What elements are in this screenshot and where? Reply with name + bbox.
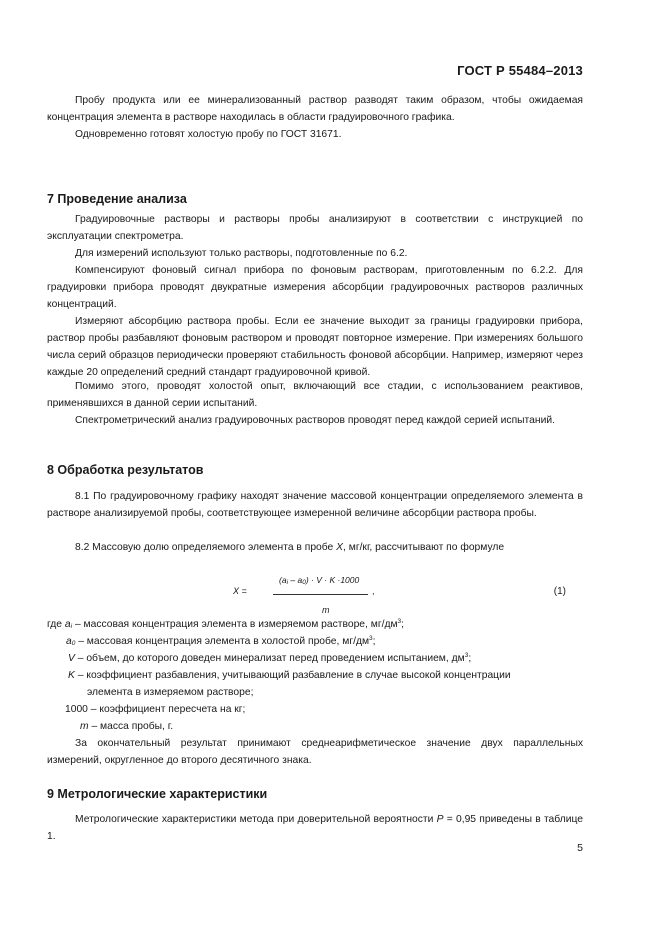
- section-7-paragraph-4: Измеряют абсорбцию раствора пробы. Если ее значение выходит за границы градуировки прибора, раствор пробы разбавляют фоновым раствором и проводят повторное измерение. При измерениях большого числа серий образцов периодически проверяют стабильность фоновой абсорбции. Например, измеряют через каждые 20 определений средний стандарт градуировочной кривой.: [47, 316, 583, 378]
- definition-m: m – масса пробы, г.: [80, 721, 174, 732]
- section-8-heading: 8 Обработка результатов: [47, 463, 204, 477]
- section-8-2-paragraph: 8.2 Массовую долю определяемого элемента в пробе X, мг/кг, рассчитывают по формуле: [75, 542, 505, 553]
- formula-denominator: m: [322, 605, 330, 615]
- section-7-paragraph-6: Спектрометрический анализ градуировочных растворов проводят перед каждой серией испытаний.: [75, 415, 555, 426]
- definition-v: V – объем, до которого доведен минерализат перед проведением испытанием, $дм^3$;: [68, 652, 472, 664]
- section-8-final-paragraph: За окончательный результат принимают среднеарифметическое значение двух параллельных измерений, округленное до второго десятичного знака.: [47, 738, 583, 766]
- page-number: 5: [577, 842, 583, 854]
- definition-1000: 1000 – коэффициент пересчета на кг;: [65, 704, 246, 715]
- intro-paragraph-1: Пробу продукта или ее минерализованный раствор разводят таким образом, чтобы ожидаемая концентрация элемента в растворе находилась в области градуировочного графика.: [47, 95, 583, 123]
- section-7-paragraph-5: Помимо этого, проводят холостой опыт, включающий все стадии, с использованием реактивов, применявшихся в данной серии испытаний.: [47, 381, 583, 409]
- section-7-paragraph-1: Градуировочные растворы и растворы пробы анализируют в соответствии с инструкцией по эксплуатации спектрометра.: [47, 214, 583, 242]
- section-7-paragraph-3: Компенсируют фоновый сигнал прибора по фоновым растворам, приготовленным по 6.2.2. Для градуировки прибора проводят двукратные измерения абсорбции градуировочных растворов различных концентраций.: [47, 265, 583, 310]
- intro-paragraph-2: Одновременно готовят холостую пробу по ГОСТ 31671.: [75, 129, 342, 140]
- definition-k: K – коэффициент разбавления, учитывающий разбавление в случае высокой концентрации: [68, 670, 511, 681]
- section-7-heading: 7 Проведение анализа: [47, 192, 187, 206]
- formula-number: (1): [553, 586, 566, 597]
- definition-k-continuation: элемента в измеряемом растворе;: [87, 687, 254, 698]
- formula-comma: ,: [372, 586, 375, 596]
- section-9-heading: 9 Метрологические характеристики: [47, 787, 268, 801]
- definition-ai: где $a_i$ – массовая концентрация элемента в измеряемом растворе, $мг/дм^3$;: [47, 618, 405, 630]
- definition-a0: $a_0$ – массовая концентрация элемента в холостой пробе, $мг/дм^3$;: [66, 635, 376, 647]
- section-9-paragraph-1: Метрологические характеристики метода при доверительной вероятности P = 0,95 приведены в таблице 1.: [47, 814, 583, 842]
- formula-lhs: X =: [233, 586, 247, 596]
- section-7-paragraph-2: Для измерений используют только растворы, подготовленные по 6.2.: [75, 248, 408, 259]
- standard-code: ГОСТ Р 55484–2013: [457, 63, 583, 78]
- formula-numerator: $(a_i - a_0) \cdot V \cdot K \cdot 1000$: [279, 575, 360, 586]
- fraction-bar: [273, 594, 368, 595]
- section-8-1-paragraph: 8.1 По градуировочному графику находят значение массовой концентрации определяемого элемента в растворе анализируемой пробы, соответствующее измеренной величине абсорбции раствора пробы.: [47, 491, 583, 519]
